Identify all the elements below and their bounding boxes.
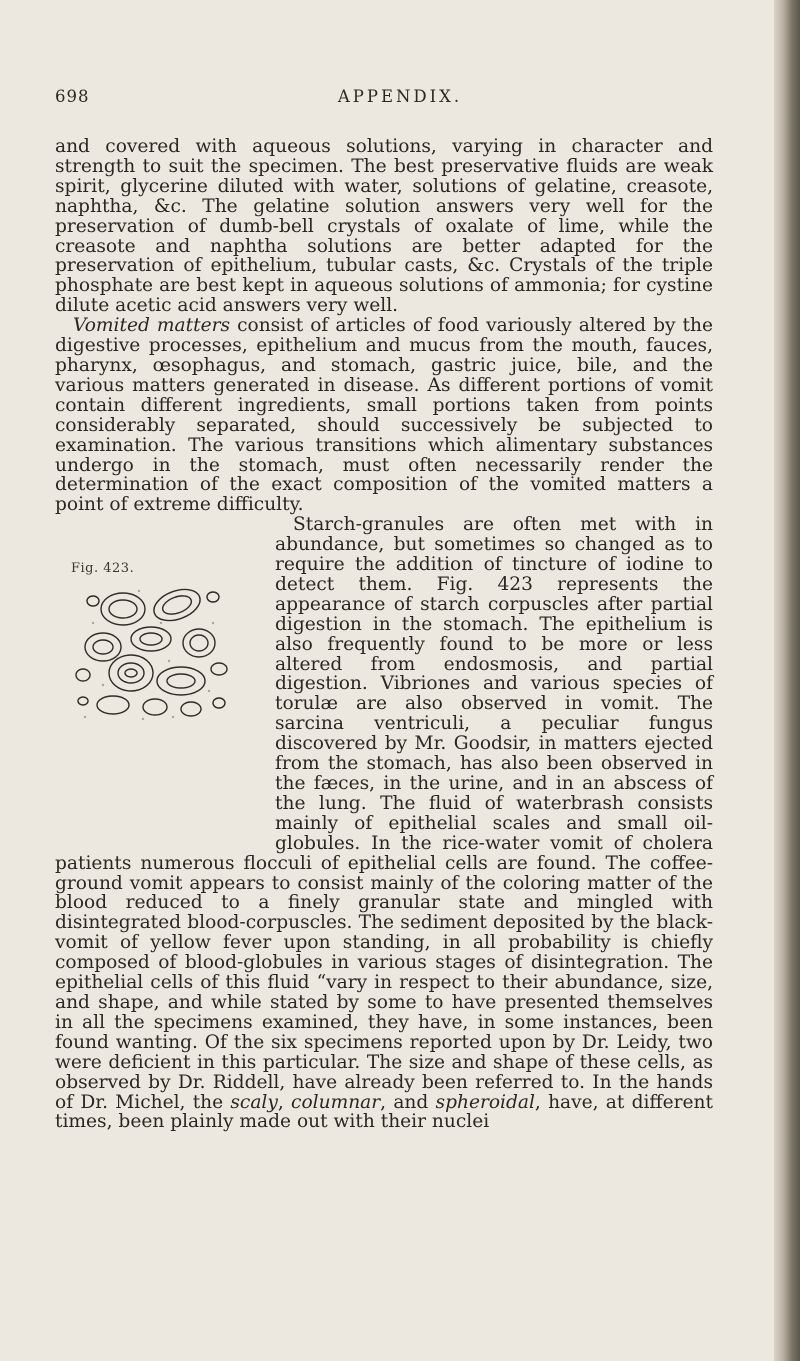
paragraph-preservation [55, 137, 713, 316]
running-title: APPENDIX. [337, 87, 463, 106]
body-text [55, 137, 713, 1132]
term-spheroidal: spheroidal [435, 1091, 535, 1113]
page-number: 698 [55, 87, 90, 106]
paragraph-vomited-matters [55, 316, 713, 515]
paragraph-3-text: Starch-granules are often met with in abundance, but sometimes so changed as to require the addition of tincture of iodine to detect them. Fig. 423 represents the appearance of starch corpuscles after partial digestion in the stomach. The epithelium is also frequently found to be more or less altered from endosmosis, and partial digestion. Vibriones and various species of torulæ are also observed in vomit. The sarcina ventriculi, a peculiar fungus discovered by Mr. Goodsir, in matters ejected from the stomach, has also been observed in the fæces, in the urine, and in an abscess of the lung. The fluid of waterbrash consists mainly of epithelial scales and small oil-globules. In the rice-water vomit of cholera patients numerous flocculi of epithelial cells are found. The coffee-ground vomit appears to consist mainly of the coloring matter of the blood reduced to a finely granular state and mingled with disintegrated blood-corpuscles. The sediment deposited by the black-vomit of yellow fever upon standing, in all probability is chiefly composed of blood-globules in various stages of disintegration. The epithelial cells of this fluid “vary in respect to their abundance, size, and shape, and while stated by some to have presented themselves in all the specimens examined, they have, in some instances, been found wanting. Of the six specimens reported upon by Dr. Leidy, two were deficient in this particular. The size and shape of these cells, as observed by Dr. Riddell, have already been referred to. In the hands of Dr. Michel, the [55, 514, 713, 1113]
term-scaly: scaly [230, 1091, 278, 1113]
page-edge [774, 0, 800, 1361]
separator-1: , [277, 1091, 292, 1113]
paragraph-2-text: consist of articles of food variously altered by the digestive processes, epithelium and mucus from the mouth, fauces, pharynx, œsophagus, and stomach, gastric juice, bile, and the various matters generated in disease. As different portions of vomit contain different ingredients, small portions taken from points considerably separated, should successively be subjected to examination. The various transitions which alimentary substances undergo in the stomach, must often necessarily render the determination of the exact composition of the vomited matters a point of extreme difficulty. [55, 315, 713, 516]
figure-caption: Fig. 423. [71, 561, 135, 577]
paragraph-starch-granules [55, 515, 713, 1132]
term-vomited-matters: Vomited matters [73, 315, 231, 337]
paragraph-3-ending: , have, at different times, been plainly made out with their nuclei [55, 1091, 713, 1133]
term-columnar: columnar [291, 1091, 381, 1113]
separator-2: , and [380, 1091, 436, 1113]
figure-423 [53, 555, 261, 841]
page-header [55, 87, 745, 111]
starch-corpuscles-icon [73, 577, 233, 725]
paragraph-1-text: and covered with aqueous solutions, varying in character and strength to suit the specimen. The best preservative fluids are weak spirit, glycerine diluted with water, solutions of gelatine, creasote, naphtha, &c. The gelatine solution answers very well for the preservation of dumb-bell crystals of oxalate of lime, while the creasote and naphtha solutions are better adapted for the preservation of epithelium, tubular casts, &c. Crystals of the triple phosphate are best kept in aqueous solutions of ammonia; for cystine dilute acetic acid answers very well. [55, 136, 713, 317]
